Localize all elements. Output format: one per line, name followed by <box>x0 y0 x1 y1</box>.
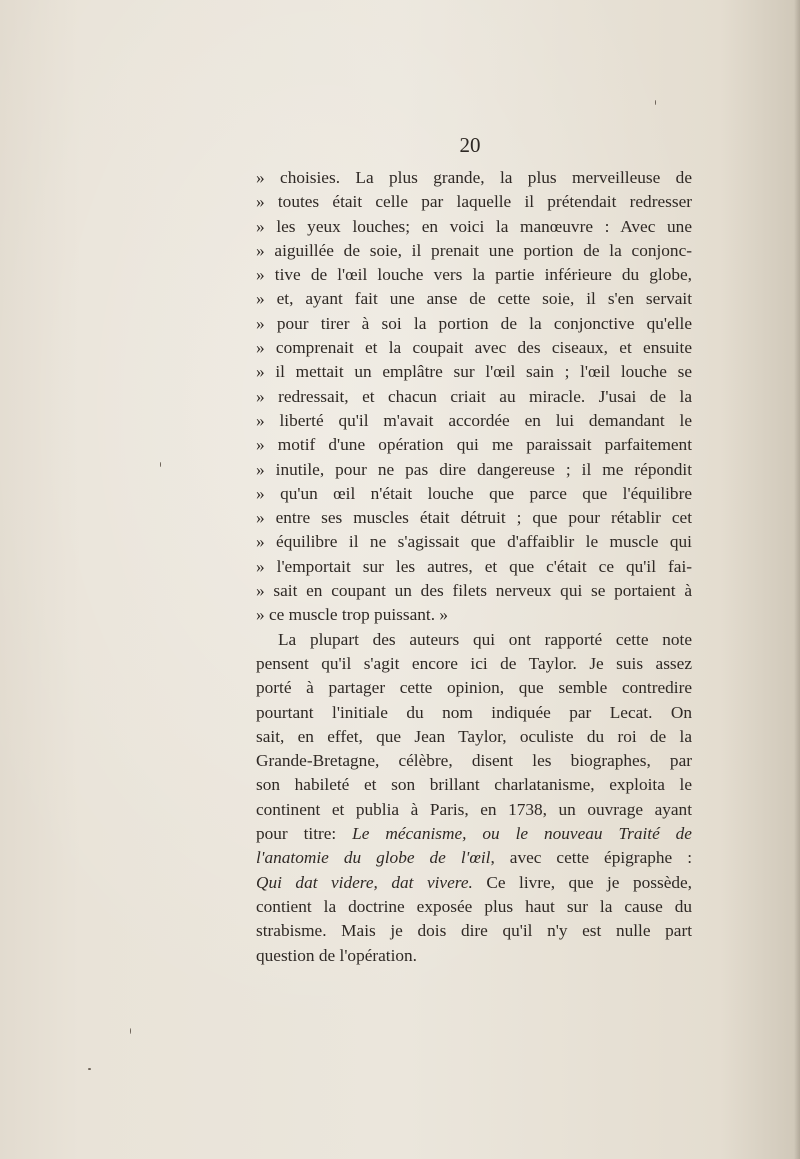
text-line: » l'emportait sur les autres, et que c'était ce qu'il fai- <box>256 556 692 576</box>
text-line: » équilibre il ne s'agissait que d'affaiblir le muscle qui <box>256 532 692 552</box>
text-line: » sait en coupant un des filets nerveux qui se portaient à <box>256 581 692 601</box>
book-title-italic: l'anatomie du globe de l'œil <box>256 848 491 868</box>
text-line: » toutes était celle par laquelle il prétendait redresser <box>256 192 692 212</box>
paper-speck <box>88 1068 91 1070</box>
text-line: » inutile, pour ne pas dire dangereuse ; il me répondit <box>256 459 692 479</box>
line-roman-part: , avec cette épigraphe : <box>490 848 692 868</box>
page-edge-shadow <box>794 0 800 1159</box>
text-line: » pour tirer à soi la portion de la conjonctive qu'elle <box>256 313 692 333</box>
text-line: » aiguillée de soie, il prenait une portion de la conjonc- <box>256 240 692 260</box>
text-line: Grande-Bretagne, célèbre, disent les biographes, par <box>256 751 692 771</box>
text-line-mixed <box>256 871 692 895</box>
text-line: » et, ayant fait une anse de cette soie, il s'en servait <box>256 289 692 309</box>
text-line: strabisme. Mais je dois dire qu'il n'y est nulle part <box>256 921 692 941</box>
paper-speck <box>160 462 161 467</box>
text-line: sait, en effet, que Jean Taylor, oculiste du roi de la <box>256 726 692 746</box>
text-line: » redressait, et chacun criait au miracle. J'usai de la <box>256 386 692 406</box>
text-line: » comprenait et la coupait avec des ciseaux, et ensuite <box>256 338 692 358</box>
text-line: contient la doctrine exposée plus haut sur la cause du <box>256 896 692 916</box>
paper-speck <box>655 100 656 105</box>
text-line: » entre ses muscles était détruit ; que pour rétablir cet <box>256 508 692 528</box>
line-roman-part: Ce livre, que je possède, <box>472 872 692 892</box>
text-line: porté à partager cette opinion, que semble contredire <box>256 678 692 698</box>
text-line: question de l'opération. <box>256 945 418 965</box>
book-title-italic: Le mécanisme, ou le nouveau Traité de <box>352 824 692 844</box>
epigraph-italic: Qui dat videre, dat vivere. <box>256 872 473 892</box>
text-line: pensent qu'il s'agit encore ici de Taylor. Je suis assez <box>256 653 692 673</box>
text-line: » tive de l'œil louche vers la partie inférieure du globe, <box>256 265 692 285</box>
text-line: » choisies. La plus grande, la plus merveilleuse de <box>256 168 692 187</box>
text-line: pourtant l'initiale du nom indiquée par Lecat. On <box>256 702 692 722</box>
body-text <box>256 166 692 968</box>
paragraph-first-line: La plupart des auteurs qui ont rapporté cette note <box>278 629 692 649</box>
text-line: » il mettait un emplâtre sur l'œil sain ; l'œil louche se <box>256 362 692 382</box>
text-line: » liberté qu'il m'avait accordée en lui demandant le <box>256 410 692 430</box>
text-line: continent et publia à Paris, en 1738, un ouvrage ayant <box>256 799 692 819</box>
page-number: 20 <box>459 133 481 157</box>
paper-speck <box>130 1028 131 1034</box>
text-line: » les yeux louches; en voici la manœuvre : Avec une <box>256 216 692 236</box>
text-line-mixed <box>256 822 692 846</box>
text-line: » ce muscle trop puissant. » <box>256 605 448 625</box>
text-line: » motif d'une opération qui me paraissait parfaitement <box>256 435 692 455</box>
text-line: son habileté et son brillant charlatanisme, exploita le <box>256 775 692 795</box>
text-line: » qu'un œil n'était louche que parce que l'équilibre <box>256 483 692 503</box>
line-roman-part: pour titre: <box>256 824 353 844</box>
text-line-mixed <box>256 846 692 870</box>
